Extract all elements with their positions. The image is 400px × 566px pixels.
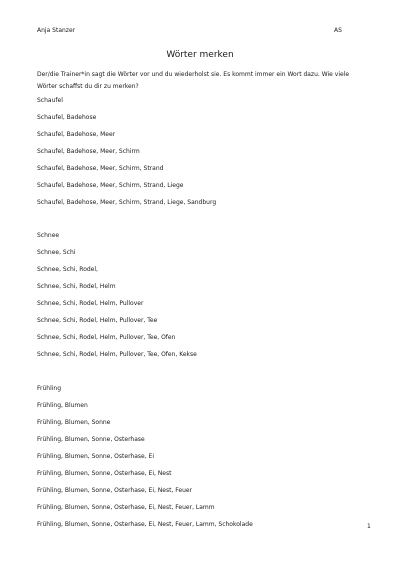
list-item: Frühling, Blumen, Sonne, Osterhase, Ei: [37, 453, 154, 460]
list-item: Frühling, Blumen, Sonne, Osterhase, Ei, Nest: [37, 470, 172, 477]
list-item: Schnee, Schi: [37, 249, 76, 256]
list-item: Frühling, Blumen, Sonne, Osterhase, Ei, Nest, Feuer, Lamm: [37, 504, 215, 511]
list-item: Frühling, Blumen: [37, 402, 88, 409]
intro-text: Der/die Trainer*in sagt die Wörter vor und du wiederholst sie. Es kommt immer ein Wort dazu. Wie viele Wörter schaffst du dir zu merken?: [37, 71, 350, 90]
list-item: Schaufel, Badehose, Meer, Schirm, Strand: [37, 165, 164, 172]
list-item: Schnee, Schi, Rodel, Helm, Pullover: [37, 300, 144, 307]
list-item: Frühling, Blumen, Sonne, Osterhase, Ei, Nest, Feuer, Lamm, Schokolade: [37, 521, 253, 528]
list-item: Schnee: [37, 232, 60, 239]
list-item: Schnee, Schi, Rodel, Helm, Pullover, Tee: [37, 317, 158, 324]
list-item: Schaufel, Badehose: [37, 114, 97, 121]
list-item: Schnee, Schi, Rodel, Helm: [37, 283, 116, 290]
list-item: Schaufel, Badehose, Meer, Schirm: [37, 148, 140, 155]
list-item: Schaufel, Badehose, Meer: [37, 131, 116, 138]
page-number: 1: [367, 523, 371, 530]
list-item: Schnee, Schi, Rodel, Helm, Pullover, Tee, Ofen, Kekse: [37, 351, 197, 358]
header-initials: AS: [334, 27, 342, 34]
list-item: Schnee, Schi, Rodel, Helm, Pullover, Tee, Ofen: [37, 334, 176, 341]
list-item: Frühling: [37, 385, 62, 392]
list-item: Schaufel, Badehose, Meer, Schirm, Strand, Liege: [37, 182, 184, 189]
list-item: Schnee, Schi, Rodel,: [37, 266, 98, 273]
list-item: Schaufel: [37, 97, 63, 104]
header-author: Anja Stanzer: [37, 27, 76, 34]
list-item: Frühling, Blumen, Sonne: [37, 419, 111, 426]
list-item: Frühling, Blumen, Sonne, Osterhase: [37, 436, 145, 443]
list-item: Schaufel, Badehose, Meer, Schirm, Strand, Liege, Sandburg: [37, 199, 217, 206]
page-title: Wörter merken: [166, 50, 234, 60]
list-item: Frühling, Blumen, Sonne, Osterhase, Ei, Nest, Feuer: [37, 487, 193, 494]
